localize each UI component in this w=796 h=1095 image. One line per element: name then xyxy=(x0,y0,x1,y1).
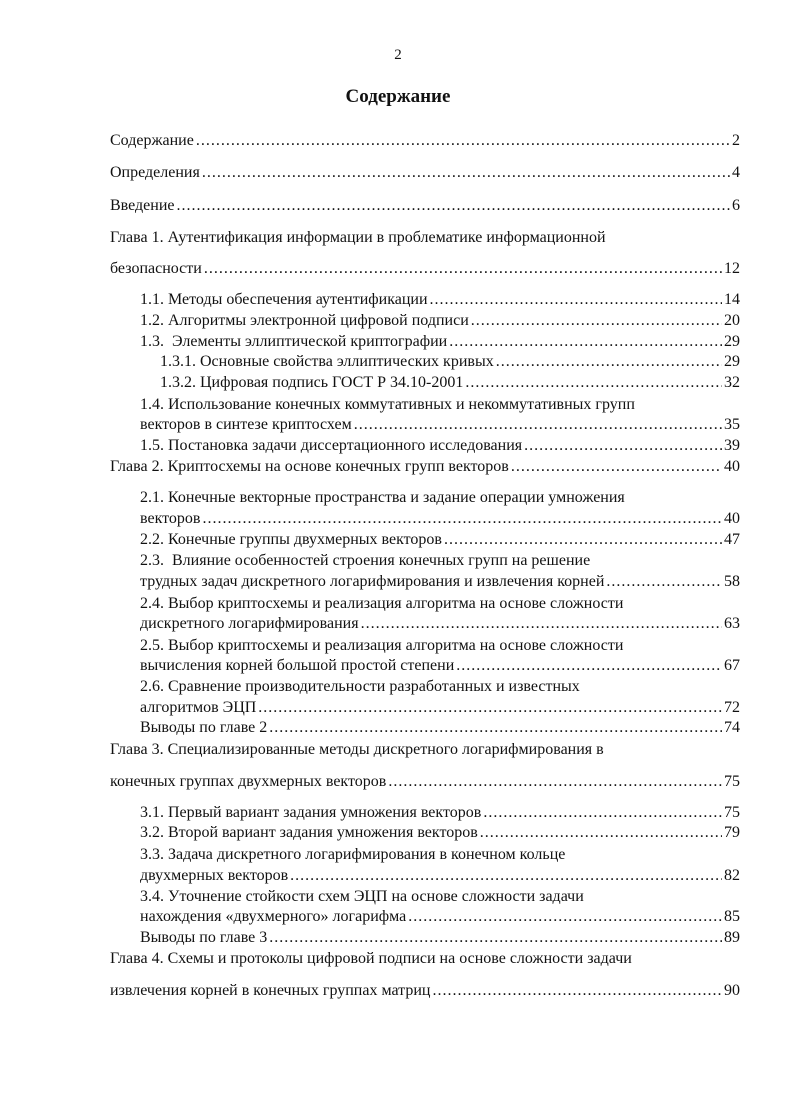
toc-entry-text: вычисления корней большой простой степени xyxy=(140,657,455,674)
toc-entry-lead xyxy=(140,395,740,415)
toc-entry-text: 1.1. Методы обеспечения аутентификации xyxy=(140,291,428,308)
toc-leader-dots xyxy=(269,928,722,948)
toc-entry-page: 79 xyxy=(724,824,740,841)
toc-entry-page: 39 xyxy=(724,437,740,454)
toc-entry xyxy=(140,698,740,718)
toc-entry-lead-text: 3.4. Уточнение стойкости схем ЭЦП на основе сложности задачи xyxy=(140,888,584,905)
toc-entry-lead-text: 2.6. Сравнение производительности разработанных и известных xyxy=(140,678,580,695)
toc-entry xyxy=(110,981,740,1001)
toc-entry-page: 29 xyxy=(724,333,740,350)
toc-entry-lead xyxy=(110,228,740,248)
toc-entry xyxy=(140,530,740,550)
toc-entry-lead xyxy=(140,887,740,907)
toc-entry-page: 12 xyxy=(724,260,740,277)
toc-entry-text: 1.3.1. Основные свойства эллиптических кривых xyxy=(160,353,494,370)
toc-entry-text: извлечения корней в конечных группах матриц xyxy=(110,982,431,999)
toc-leader-dots xyxy=(471,311,722,331)
toc-entry xyxy=(140,823,740,843)
toc-entry-text: Выводы по главе 3 xyxy=(140,929,268,946)
toc-entry-page: 67 xyxy=(724,657,740,674)
toc-entry-page: 2 xyxy=(732,132,740,149)
toc-entry xyxy=(140,332,740,352)
toc-entry xyxy=(160,352,740,372)
toc-entry-text: векторов в синтезе криптосхем xyxy=(140,416,352,433)
toc-entry-text: нахождения «двухмерного» логарифма xyxy=(140,908,407,925)
toc-entry-text: безопасности xyxy=(110,260,202,277)
toc-leader-dots xyxy=(290,866,722,886)
toc-entry-lead xyxy=(140,845,740,865)
toc-entry-lead xyxy=(140,488,740,508)
toc-entry-text: Определения xyxy=(110,164,200,181)
toc-entry-lead-text: Глава 3. Специализированные методы дискретного логарифмирования в xyxy=(110,741,604,758)
toc-entry-page: 40 xyxy=(724,458,740,475)
toc-leader-dots xyxy=(465,373,722,393)
toc-entry-page: 14 xyxy=(724,291,740,308)
toc-entry-lead xyxy=(140,636,740,656)
toc-leader-dots xyxy=(408,907,722,927)
toc-entry-text: двухмерных векторов xyxy=(140,867,289,884)
toc-entry xyxy=(140,614,740,634)
toc-entry-page: 63 xyxy=(724,615,740,632)
toc-entry xyxy=(140,436,740,456)
toc-entry-text: Содержание xyxy=(110,132,194,149)
toc-entry-page: 58 xyxy=(724,573,740,590)
toc-entry xyxy=(140,928,740,948)
toc-entry-text: конечных группах двухмерных векторов xyxy=(110,773,387,790)
toc-entry-page: 89 xyxy=(724,929,740,946)
toc-leader-dots xyxy=(204,259,722,279)
toc-entry xyxy=(140,803,740,823)
toc-entry-lead-text: 2.3. Влияние особенностей строения конечных групп на решение xyxy=(140,552,591,569)
toc-entry-lead-text: 2.4. Выбор криптосхемы и реализация алгоритма на основе сложности xyxy=(140,595,624,612)
toc-entry-page: 75 xyxy=(724,804,740,821)
page-number: 2 xyxy=(394,47,402,63)
toc-entry-lead-text: 3.3. Задача дискретного логарифмирования в конечном кольце xyxy=(140,846,566,863)
toc-entry-page: 32 xyxy=(724,374,740,391)
toc-leader-dots xyxy=(449,332,722,352)
toc-entry-text: 3.2. Второй вариант задания умножения векторов xyxy=(140,824,478,841)
toc-entry-lead-text: 2.1. Конечные векторные пространства и задание операции умножения xyxy=(140,489,625,506)
toc-entry-text: дискретного логарифмирования xyxy=(140,615,359,632)
toc-entry-text: 1.2. Алгоритмы электронной цифровой подписи xyxy=(140,312,469,329)
toc-leader-dots xyxy=(196,131,730,151)
toc-leader-dots xyxy=(511,457,722,477)
toc-entry xyxy=(140,572,740,592)
toc-entry xyxy=(140,290,740,310)
toc-entry-text: 2.2. Конечные группы двухмерных векторов xyxy=(140,531,442,548)
toc-entry xyxy=(110,772,740,792)
toc-leader-dots xyxy=(177,196,731,216)
toc-entry-page: 4 xyxy=(732,164,740,181)
toc-leader-dots xyxy=(480,823,722,843)
toc-entry-text: трудных задач дискретного логарифмирования и извлечения корней xyxy=(140,573,605,590)
toc-entry-page: 47 xyxy=(724,531,740,548)
toc-entry xyxy=(140,415,740,435)
toc-entry xyxy=(140,509,740,529)
toc-leader-dots xyxy=(202,509,722,529)
toc-leader-dots xyxy=(524,436,722,456)
toc-entry-text: Выводы по главе 2 xyxy=(140,719,268,736)
toc-entry-page: 74 xyxy=(724,719,740,736)
toc-entry-lead xyxy=(140,677,740,697)
toc-entry xyxy=(110,131,740,151)
toc-entry xyxy=(140,907,740,927)
toc-entry-lead xyxy=(140,551,740,571)
toc-leader-dots xyxy=(388,772,722,792)
toc-entry-text: Введение xyxy=(110,197,175,214)
toc-entry-text: векторов xyxy=(140,510,201,527)
page-title: Содержание xyxy=(345,86,451,107)
toc-leader-dots xyxy=(361,614,722,634)
toc-leader-dots xyxy=(483,803,722,823)
toc-entry-lead-text: Глава 1. Аутентификация информации в проблематике информационной xyxy=(110,229,606,246)
toc-entry-lead xyxy=(110,949,740,969)
toc-entry-page: 85 xyxy=(724,908,740,925)
toc-leader-dots xyxy=(432,981,722,1001)
toc-leader-dots xyxy=(444,530,722,550)
toc-entry xyxy=(140,656,740,676)
toc-entry-page: 82 xyxy=(724,867,740,884)
toc-entry-page: 35 xyxy=(724,416,740,433)
toc-leader-dots xyxy=(258,698,722,718)
toc-entry-lead xyxy=(140,594,740,614)
toc-entry-page: 72 xyxy=(724,699,740,716)
toc-leader-dots xyxy=(269,718,722,738)
toc-entry-page: 20 xyxy=(724,312,740,329)
toc-entry-page: 29 xyxy=(724,353,740,370)
toc-leader-dots xyxy=(456,656,722,676)
toc-entry-text: Глава 2. Криптосхемы на основе конечных групп векторов xyxy=(110,458,509,475)
toc-entry-lead xyxy=(110,740,740,760)
toc-entry-text: 1.5. Постановка задачи диссертационного исследования xyxy=(140,437,523,454)
toc-entry xyxy=(110,196,740,216)
toc-entry xyxy=(140,718,740,738)
toc-entry-lead-text: Глава 4. Схемы и протоколы цифровой подписи на основе сложности задачи xyxy=(110,950,632,967)
toc-entry-page: 40 xyxy=(724,510,740,527)
toc-entry xyxy=(110,163,740,183)
toc-entry-text: алгоритмов ЭЦП xyxy=(140,699,257,716)
toc-leader-dots xyxy=(354,415,722,435)
toc-entry xyxy=(160,373,740,393)
toc-entry-page: 90 xyxy=(724,982,740,999)
toc-entry-text: 1.3.2. Цифровая подпись ГОСТ Р 34.10-2001 xyxy=(160,374,464,391)
toc-entry-text: 1.3. Элементы эллиптической криптографии xyxy=(140,333,448,350)
toc-leader-dots xyxy=(606,572,722,592)
toc-entry-page: 75 xyxy=(724,773,740,790)
toc-entry-text: 3.1. Первый вариант задания умножения векторов xyxy=(140,804,482,821)
toc-entry xyxy=(110,259,740,279)
toc-entry xyxy=(140,311,740,331)
toc-leader-dots xyxy=(202,163,730,183)
toc-entry-lead-text: 1.4. Использование конечных коммутативных и некоммутативных групп xyxy=(140,396,635,413)
toc-entry xyxy=(110,457,740,477)
toc-entry-page: 6 xyxy=(732,197,740,214)
toc-leader-dots xyxy=(430,290,722,310)
toc-entry-lead-text: 2.5. Выбор криптосхемы и реализация алгоритма на основе сложности xyxy=(140,637,624,654)
toc-leader-dots xyxy=(496,352,722,372)
toc-entry xyxy=(140,866,740,886)
